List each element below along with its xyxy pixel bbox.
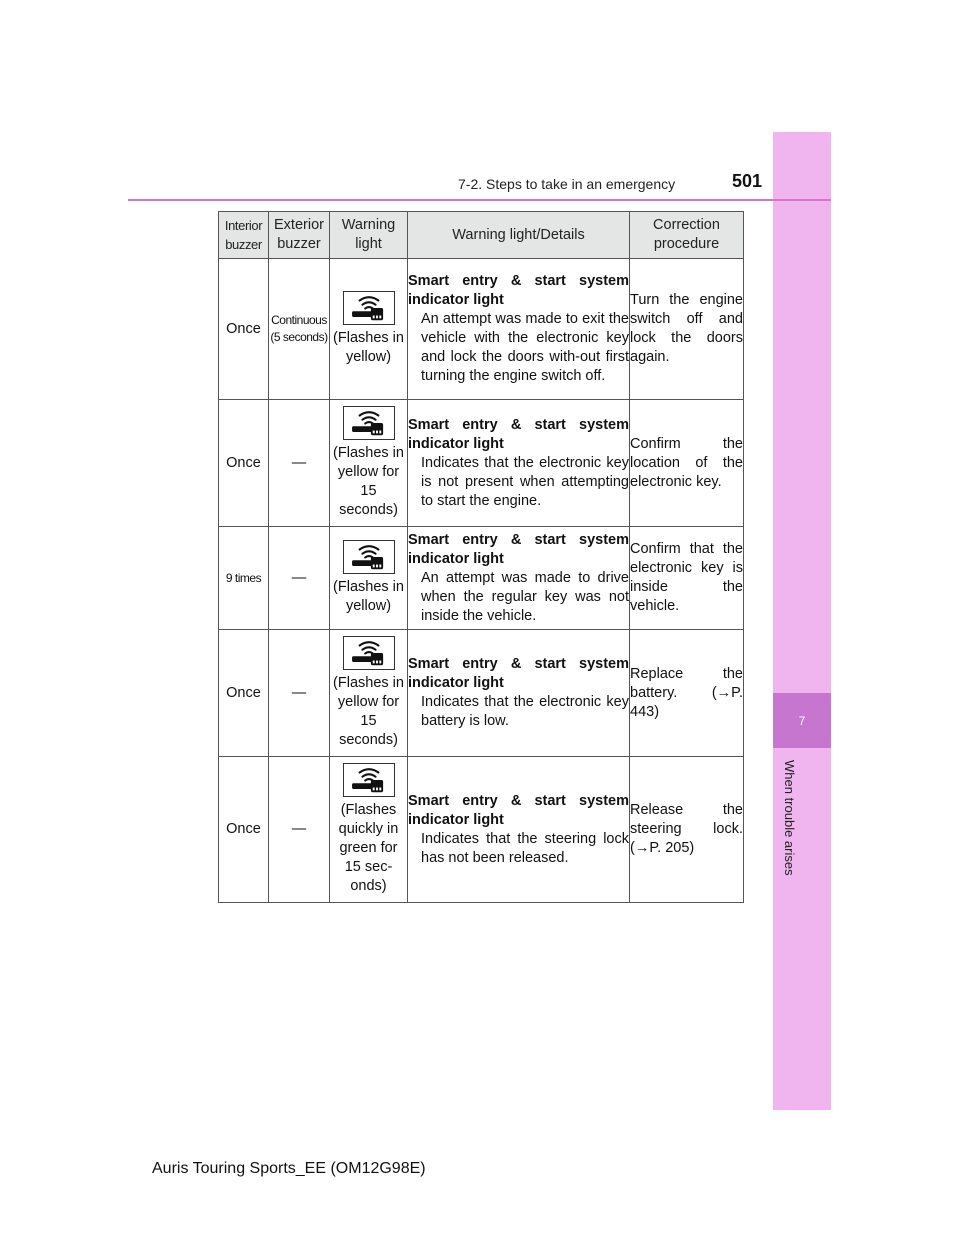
interior-buzzer-cell: Once	[219, 757, 269, 903]
flash-note: (Flashes in yellow)	[333, 579, 404, 614]
header-interior-buzzer: Interior buzzer	[219, 212, 269, 259]
exterior-buzzer-cell: —	[269, 400, 330, 527]
exterior-buzzer-cell: —	[269, 527, 330, 630]
table-row	[219, 527, 744, 630]
correction-cell: Confirm the location of the electronic key.	[630, 400, 744, 527]
header-correction: Correction procedure	[630, 212, 744, 259]
flash-note: (Flashes quickly in green for 15 sec-onds)	[338, 802, 399, 894]
correction-cell: Release the steering lock. (→P. 205)	[630, 757, 744, 903]
correction-cell: Replace the battery. (→P. 443)	[630, 630, 744, 757]
warning-light-cell	[330, 527, 408, 630]
header-exterior-buzzer: Exterior buzzer	[269, 212, 330, 259]
details-cell	[408, 630, 630, 757]
table-row	[219, 757, 744, 903]
interior-buzzer-cell: Once	[219, 400, 269, 527]
flash-note: (Flashes in yellow for 15 seconds)	[333, 445, 404, 518]
warning-buzzer-table	[218, 211, 744, 903]
header-divider	[128, 199, 831, 201]
details-cell	[408, 400, 630, 527]
chapter-title-vertical: When trouble arises	[782, 760, 797, 876]
flash-note: (Flashes in yellow for 15 seconds)	[333, 675, 404, 748]
warning-light-cell	[330, 630, 408, 757]
smart-key-indicator-icon	[343, 636, 395, 670]
table-row	[219, 400, 744, 527]
interior-buzzer-cell: 9 times	[219, 527, 269, 630]
indicator-light-title: Smart entry & start system indicator light	[408, 273, 629, 308]
indicator-light-description: An attempt was made to exit the vehicle with the electronic key and lock the doors with-out first turning the engine switch off.	[421, 311, 629, 384]
indicator-light-title: Smart entry & start system indicator light	[408, 656, 629, 691]
warning-light-cell	[330, 757, 408, 903]
exterior-buzzer-cell: —	[269, 630, 330, 757]
smart-key-indicator-icon	[343, 540, 395, 574]
warning-light-cell	[330, 400, 408, 527]
correction-cell: Turn the engine switch off and lock the doors again.	[630, 259, 744, 400]
chapter-side-tab	[773, 132, 831, 1110]
indicator-light-description: Indicates that the electronic key is not present when attempting to start the engine.	[421, 454, 629, 509]
indicator-light-description: Indicates that the electronic key battery is low.	[421, 694, 629, 729]
correction-cell: Confirm that the electronic key is inside the vehicle.	[630, 527, 744, 630]
interior-buzzer-cell: Once	[219, 259, 269, 400]
header-warning-light: Warning light	[330, 212, 408, 259]
indicator-light-description: Indicates that the steering lock has not been released.	[421, 830, 629, 866]
manual-footer-title: Auris Touring Sports_EE (OM12G98E)	[152, 1160, 426, 1177]
indicator-light-description: An attempt was made to drive when the regular key was not inside the vehicle.	[421, 569, 629, 624]
flash-note: (Flashes in yellow)	[333, 330, 404, 365]
smart-key-indicator-icon	[343, 763, 395, 797]
details-cell	[408, 259, 630, 400]
warning-light-cell	[330, 259, 408, 400]
chapter-number-badge: 7	[773, 693, 831, 748]
details-cell	[408, 757, 630, 903]
table-header-row	[219, 212, 744, 259]
exterior-buzzer-cell: —	[269, 757, 330, 903]
smart-key-indicator-icon	[343, 291, 395, 325]
indicator-light-title: Smart entry & start system indicator light	[408, 531, 629, 567]
page-number: 501	[732, 171, 763, 191]
indicator-light-title: Smart entry & start system indicator light	[408, 792, 629, 828]
smart-key-indicator-icon	[343, 406, 395, 440]
header-details: Warning light/Details	[408, 212, 630, 259]
section-title: 7-2. Steps to take in an emergency	[458, 176, 676, 192]
details-cell	[408, 527, 630, 630]
indicator-light-title: Smart entry & start system indicator light	[408, 416, 629, 452]
table-row	[219, 630, 744, 757]
interior-buzzer-cell: Once	[219, 630, 269, 757]
table-row	[219, 259, 744, 400]
exterior-buzzer-cell: Continuous (5 seconds)	[269, 259, 330, 400]
